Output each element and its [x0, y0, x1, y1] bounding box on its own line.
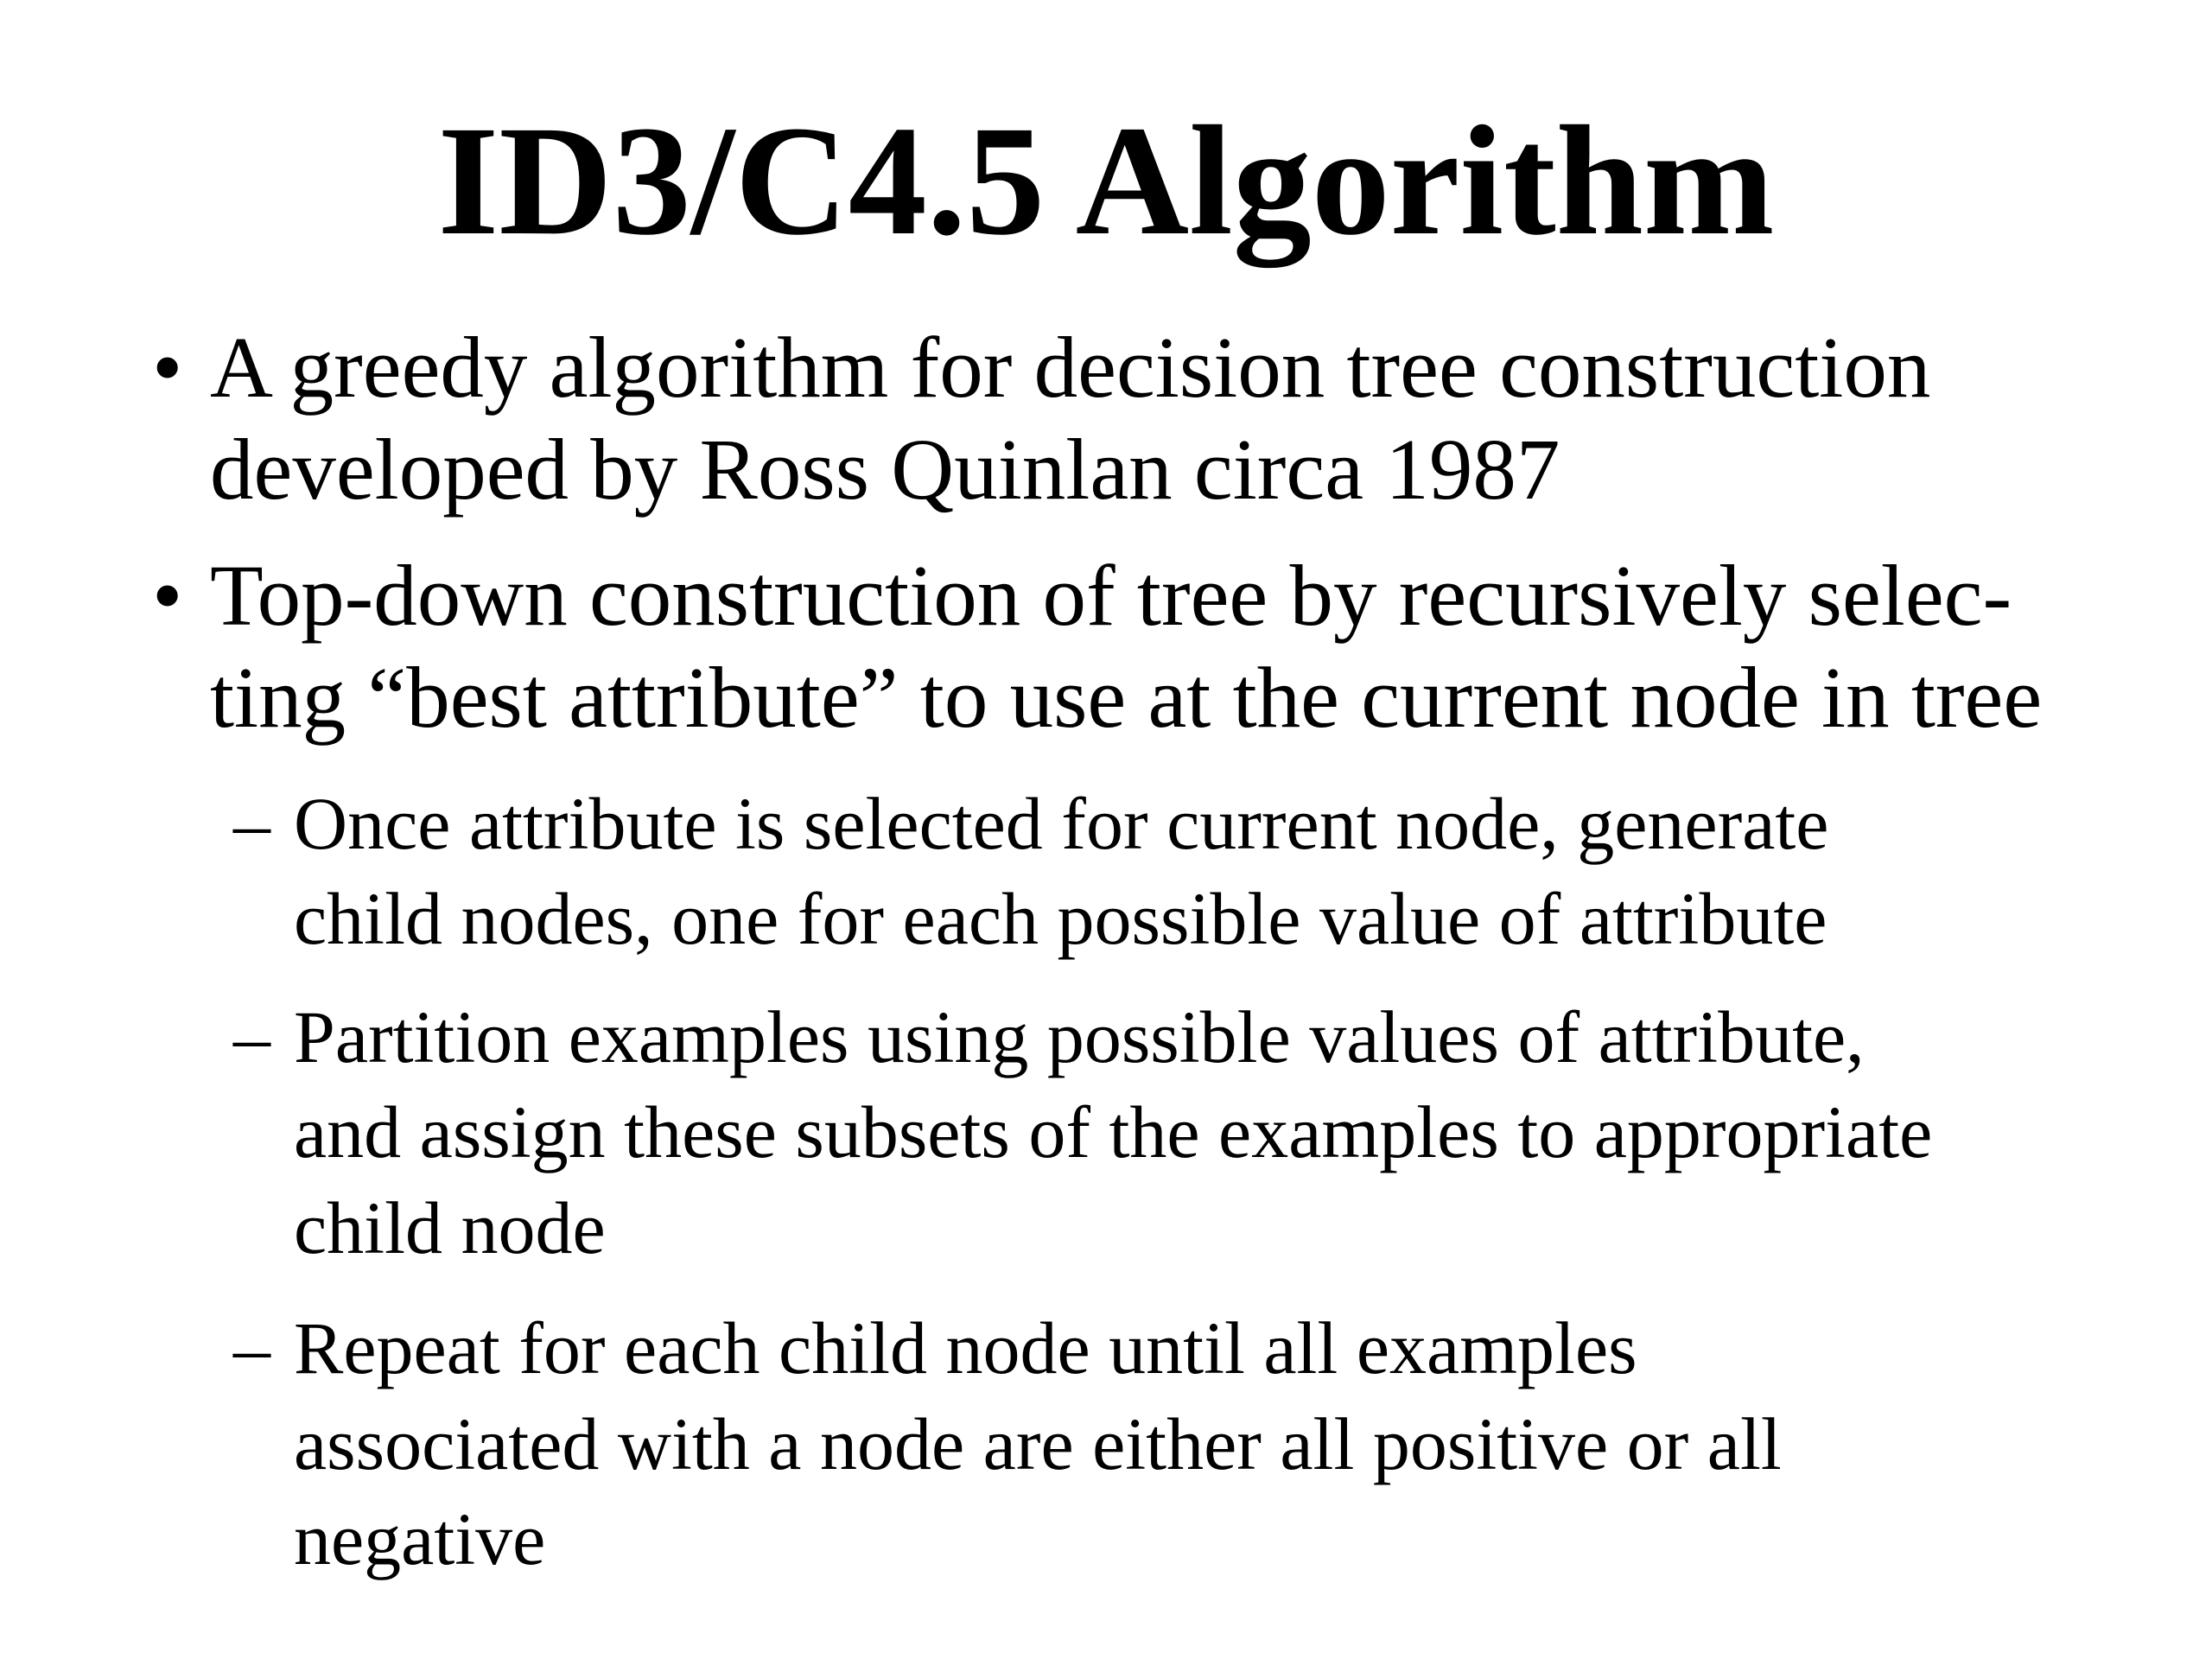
bullet-1-line-2: developed by Ross Quinlan circa 1987	[210, 421, 1560, 518]
sub-bullet-marker: –	[233, 782, 270, 865]
sub-bullet-2-line-3: child node	[294, 1186, 606, 1269]
sub-bullet-1-line-2: child nodes, one for each possible value of attribute	[294, 877, 1827, 960]
sub-bullet-marker: –	[233, 1306, 270, 1389]
bullet-2-line-2: ting “best attribute” to use at the current node in tree	[210, 649, 2043, 746]
sub-bullet-2-line-2: and assign these subsets of the examples to appropriate	[294, 1090, 1933, 1173]
bullet-2-line-1: Top-down construction of tree by recursively selec-	[210, 547, 2012, 644]
bullet-marker: •	[152, 547, 183, 644]
sub-bullet-3-line-2: associated with a node are either all positive or all	[294, 1402, 1782, 1485]
slide-title: ID3/C4.5 Algorithm	[437, 94, 1775, 268]
sub-bullet-1-line-1: Once attribute is selected for current node, generate	[294, 782, 1829, 865]
bullet-1-line-1: A greedy algorithm for decision tree construction	[210, 319, 1931, 416]
sub-bullet-marker: –	[233, 995, 270, 1078]
sub-bullet-3-line-1: Repeat for each child node until all examples	[294, 1306, 1637, 1389]
sub-bullet-3-line-3: negative	[294, 1497, 546, 1580]
sub-bullet-2-line-1: Partition examples using possible values of attribute,	[294, 995, 1865, 1078]
bullet-marker: •	[152, 319, 183, 416]
